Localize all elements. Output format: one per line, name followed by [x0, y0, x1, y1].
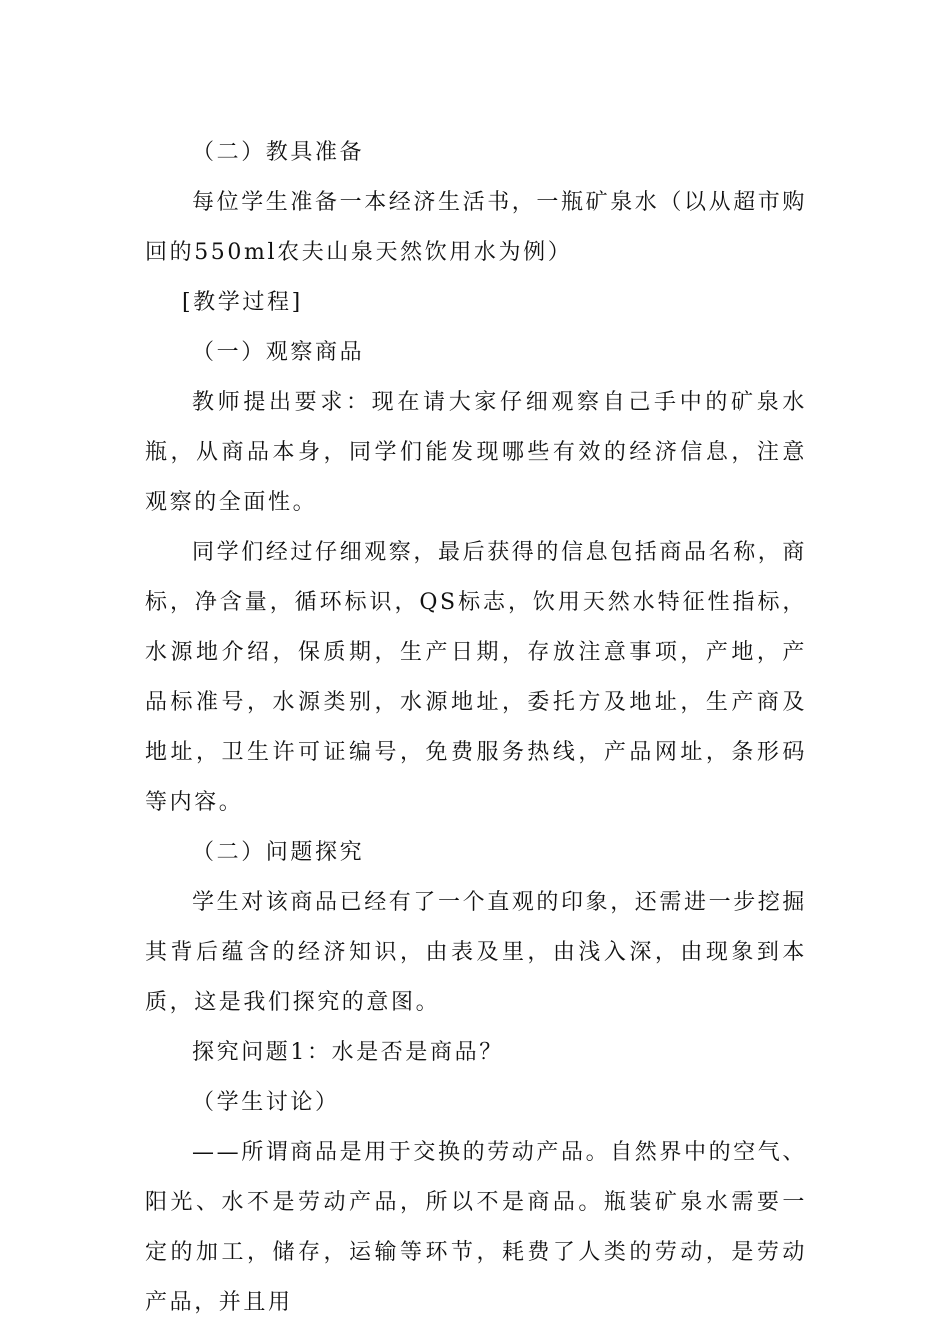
- paragraph-observation-results: 同学们经过仔细观察，最后获得的信息包括商品名称，商标，净含量，循环标识，QS标志，饮用天然水特征性指标，水源地介绍，保质期，生产日期，存放注意事项，产地，产品标准号，水源类别，水源地址，委托方及地址，生产商及地址，卫生许可证编号，免费服务热线，产品网址，条形码等内容。: [145, 540, 808, 815]
- paragraph-inquiry-intent: 学生对该商品已经有了一个直观的印象，还需进一步挖掘其背后蕴含的经济知识，由表及里，由浅入深，由现象到本质，这是我们探究的意图。: [145, 890, 808, 1015]
- section-heading-problem-inquiry: （二）问题探究: [192, 840, 365, 865]
- section-heading-teaching-aids: （二）教具准备: [192, 140, 365, 165]
- section-heading-observe-goods: （一）观察商品: [192, 340, 365, 365]
- section-heading-teaching-process: [教学过程]: [182, 290, 303, 315]
- document-body: [145, 128, 807, 1328]
- paragraph-answer-commodity: ——所谓商品是用于交换的劳动产品。自然界中的空气、阳光、水不是劳动产品，所以不是商品。瓶装矿泉水需要一定的加工，储存，运输等环节，耗费了人类的劳动，是劳动产品，并且用: [145, 1140, 808, 1315]
- paragraph-preparation: 每位学生准备一本经济生活书，一瓶矿泉水（以从超市购回的550ml农夫山泉天然饮用水为例）: [145, 190, 808, 265]
- paragraph-teacher-request: 教师提出要求：现在请大家仔细观察自己手中的矿泉水瓶，从商品本身，同学们能发现哪些有效的经济信息，注意观察的全面性。: [145, 390, 807, 515]
- student-discussion-label: （学生讨论）: [192, 1090, 340, 1115]
- inquiry-question-1: 探究问题1：水是否是商品？: [192, 1040, 504, 1065]
